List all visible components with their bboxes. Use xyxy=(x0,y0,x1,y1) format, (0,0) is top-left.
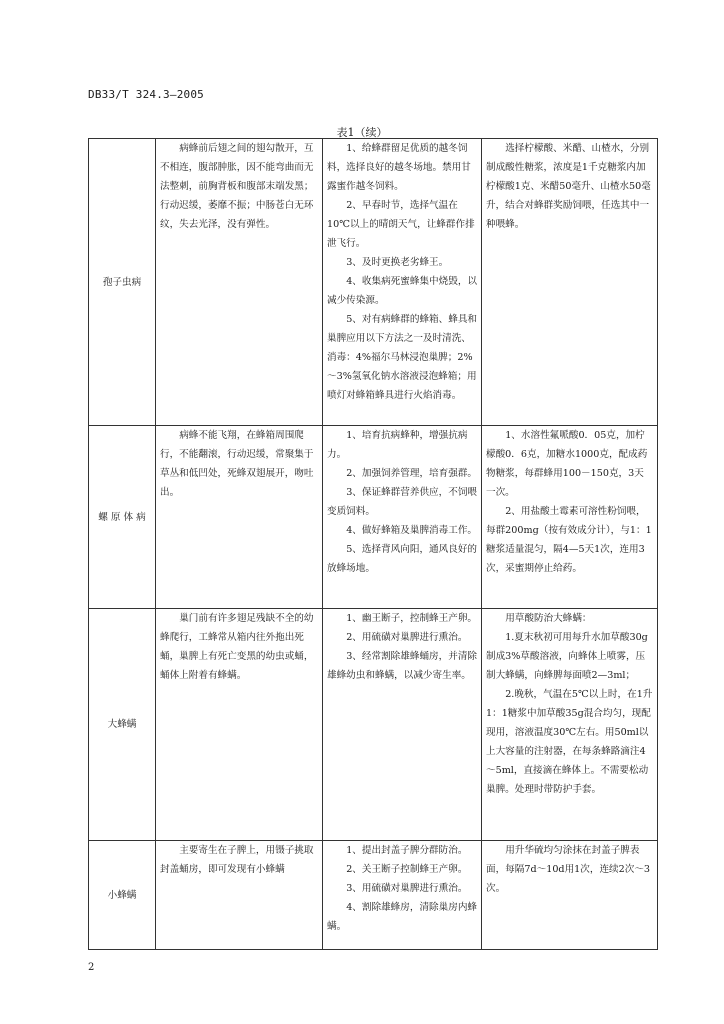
prevention-paragraph: 3、用硫磺对巢脾进行熏治。 xyxy=(346,883,468,894)
treatment-cell xyxy=(482,426,658,609)
treatment-cell xyxy=(482,841,658,950)
prevention-paragraph: 1、幽王断子，控制蜂王产卵。 xyxy=(346,613,478,624)
table-row xyxy=(89,426,658,609)
treatment-paragraph: 1.夏末秋初可用每升水加草酸30g制成3%草酸溶液，向蜂体上喷雾，压制大蜂螨，向蜂脾每面喷2—3ml； xyxy=(486,632,648,681)
prevention-paragraph: 2、加强饲养管理，培育强群。 xyxy=(346,468,478,479)
disease-name-cell: 孢子虫病 xyxy=(89,139,156,426)
treatment-paragraph: 2.晚秋，气温在5℃以上时，在1升1：1糖浆中加草酸35g混合均匀，现配现用，溶液温度30℃左右。用50ml以上大容量的注射器，在每条蜂路滴注4～5ml，直接滴在蜂体上。不需要松动巢脾。处理时带防护手套。 xyxy=(486,689,653,795)
prevention-paragraph: 4、做好蜂箱及巢脾消毒工作。 xyxy=(346,525,478,536)
prevention-cell xyxy=(323,609,482,841)
prevention-paragraph: 5、对有病蜂群的蜂箱、蜂具和巢脾应用以下方法之一及时清洗、消毒：4%福尔马林浸泡巢脾；2%～3%氢氧化钠水溶液浸泡蜂箱；用喷灯对蜂箱蜂具进行火焰消毒。 xyxy=(327,314,478,401)
prevention-cell xyxy=(323,139,482,426)
treatment-paragraph: 选择柠檬酸、米醋、山楂水，分别制成酸性糖浆，浓度是1千克糖浆内加柠檬酸1克、米醋50毫升、山楂水50毫升，结合对蜂群奖励饲喂，任选其中一种喂蜂。 xyxy=(486,143,651,230)
disease-table xyxy=(88,138,658,950)
treatment-cell xyxy=(482,139,658,426)
disease-name-cell: 螺 原 体 病 xyxy=(89,426,156,609)
page-number: 2 xyxy=(88,962,95,973)
symptoms-cell xyxy=(156,609,323,841)
prevention-paragraph: 5、选择背风向阳，通风良好的放蜂场地。 xyxy=(327,544,478,574)
prevention-paragraph: 2、用硫磺对巢脾进行熏治。 xyxy=(346,632,468,643)
prevention-paragraph: 1、提出封盖子脾分群防治。 xyxy=(346,845,468,856)
prevention-paragraph: 1、培育抗病蜂种，增强抗病力。 xyxy=(327,430,468,460)
prevention-paragraph: 3、及时更换老劣蜂王。 xyxy=(346,257,449,268)
prevention-paragraph: 4、收集病死蜜蜂集中烧毁，以减少传染源。 xyxy=(327,276,478,306)
treatment-paragraph: 2、用盐酸土霉素可溶性粉饲喂，每群200mg（按有效成分计），与1：1糖浆适量混匀，隔4—5天1次，连用3次，采蜜期停止给药。 xyxy=(486,506,652,574)
document-id: DB33/T 324.3—2005 xyxy=(88,88,204,101)
prevention-cell xyxy=(323,426,482,609)
treatment-paragraph: 1、水溶性氟哌酸0．05克，加柠檬酸0．6克，加糖水1000克，配成药物糖浆，每群蜂用100－150克，3天一次。 xyxy=(486,430,648,498)
disease-name-cell: 大蜂螨 xyxy=(89,609,156,841)
table-caption: 表1（续） xyxy=(336,126,388,139)
treatment-paragraph: 用草酸防治大蜂螨： xyxy=(505,613,592,624)
prevention-paragraph: 2、早春时节，选择气温在10℃以上的晴朗天气，让蜂群作排泄飞行。 xyxy=(327,200,475,249)
prevention-paragraph: 3、保证蜂群营养供应，不饲喂变质饲料。 xyxy=(327,487,478,517)
symptoms-cell xyxy=(156,426,323,609)
symptoms-cell xyxy=(156,139,323,426)
disease-name-cell: 小蜂螨 xyxy=(89,841,156,950)
treatment-paragraph: 用升华硫均匀涂抹在封盖子脾表面，每隔7d～10d用1次，连续2次～3次。 xyxy=(486,845,651,894)
treatment-cell xyxy=(482,609,658,841)
table-row xyxy=(89,841,658,950)
symptoms-paragraph: 巢门前有许多翅足残缺不全的幼蜂爬行，工蜂常从箱内往外拖出死蛹，巢脾上有死亡变黑的幼虫或蛹，蛹体上附着有蜂螨。 xyxy=(160,613,314,681)
prevention-paragraph: 1、给蜂群留足优质的越冬饲料，选择良好的越冬场地。禁用甘露蜜作越冬饲料。 xyxy=(327,143,471,192)
prevention-paragraph: 2、关王断子控制蜂王产卵。 xyxy=(346,864,468,875)
table-row xyxy=(89,139,658,426)
symptoms-paragraph: 主要寄生在子脾上，用镊子挑取封盖蛹房，即可发现有小蜂螨 xyxy=(160,845,314,875)
prevention-paragraph: 3、经常割除雄蜂蛹房，并清除雄蜂幼虫和蜂螨，以减少寄生率。 xyxy=(327,651,478,681)
prevention-cell xyxy=(323,841,482,950)
prevention-paragraph: 4、割除雄蜂房，清除巢房内蜂螨。 xyxy=(327,902,478,932)
symptoms-paragraph: 病蜂不能飞翔，在蜂箱周围爬行，不能翻滚，行动迟缓，常聚集于草丛和低凹处，死蜂双翅展开，吻吐出。 xyxy=(160,430,314,498)
symptoms-cell xyxy=(156,841,323,950)
table-row xyxy=(89,609,658,841)
symptoms-paragraph: 病蜂前后翅之间的翅勾散开，互不相连，腹部肿胀，因不能弯曲而无法整刺，前胸背板和腹部末端发黑；行动迟缓，萎靡不振；中肠苍白无环纹，失去光泽，没有弹性。 xyxy=(160,143,314,230)
